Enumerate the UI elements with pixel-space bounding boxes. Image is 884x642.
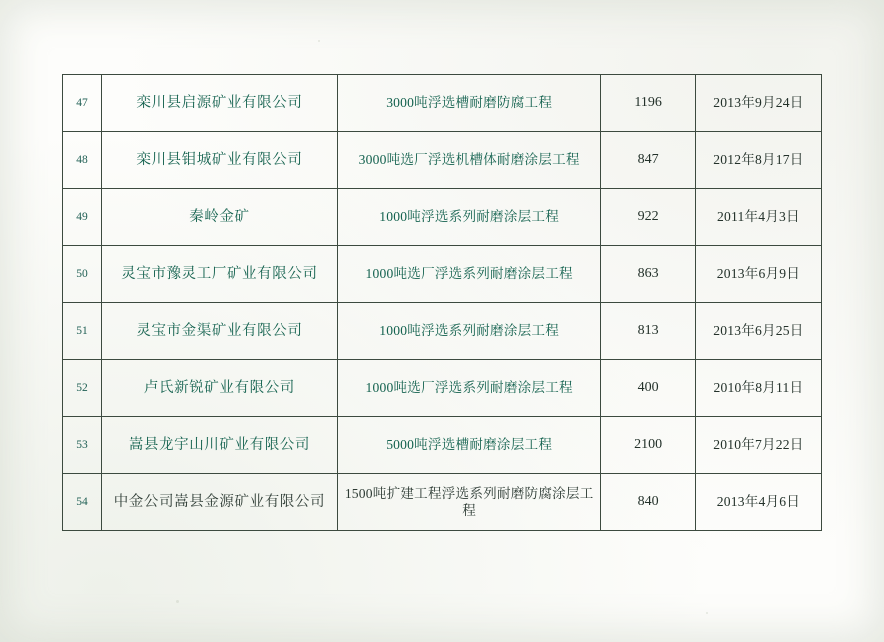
row-amount: 847 (601, 132, 695, 189)
row-index: 50 (63, 246, 102, 303)
row-date: 2013年4月6日 (695, 474, 821, 531)
row-date: 2012年8月17日 (695, 132, 821, 189)
row-company: 栾川县钼城矿业有限公司 (101, 132, 337, 189)
row-date: 2010年7月22日 (695, 417, 821, 474)
row-amount: 813 (601, 303, 695, 360)
row-company: 中金公司嵩县金源矿业有限公司 (101, 474, 337, 531)
table-row (63, 132, 822, 189)
table-row (63, 417, 822, 474)
row-amount: 840 (601, 474, 695, 531)
row-index: 49 (63, 189, 102, 246)
scan-speck (176, 600, 179, 603)
row-index: 54 (63, 474, 102, 531)
table-row (63, 303, 822, 360)
row-project: 1000吨浮选系列耐磨涂层工程 (337, 189, 601, 246)
row-company: 灵宝市豫灵工厂矿业有限公司 (101, 246, 337, 303)
row-date: 2011年4月3日 (695, 189, 821, 246)
row-amount: 1196 (601, 75, 695, 132)
row-date: 2013年9月24日 (695, 75, 821, 132)
row-project: 1000吨选厂浮选系列耐磨涂层工程 (337, 360, 601, 417)
row-amount: 400 (601, 360, 695, 417)
table-row (63, 360, 822, 417)
row-project: 3000吨浮选槽耐磨防腐工程 (337, 75, 601, 132)
row-project: 1500吨扩建工程浮选系列耐磨防腐涂层工程 (337, 474, 601, 531)
row-company: 嵩县龙宇山川矿业有限公司 (101, 417, 337, 474)
row-amount: 922 (601, 189, 695, 246)
row-company: 秦岭金矿 (101, 189, 337, 246)
row-index: 48 (63, 132, 102, 189)
row-project: 5000吨浮选槽耐磨涂层工程 (337, 417, 601, 474)
scan-speck (318, 40, 320, 42)
row-company: 栾川县启源矿业有限公司 (101, 75, 337, 132)
project-list-table (62, 74, 822, 531)
row-date: 2013年6月25日 (695, 303, 821, 360)
table-row (63, 246, 822, 303)
row-date: 2013年6月9日 (695, 246, 821, 303)
row-project: 3000吨选厂浮选机槽体耐磨涂层工程 (337, 132, 601, 189)
row-index: 53 (63, 417, 102, 474)
table-row (63, 189, 822, 246)
row-date: 2010年8月11日 (695, 360, 821, 417)
scan-speck (706, 612, 708, 614)
row-amount: 863 (601, 246, 695, 303)
row-project: 1000吨浮选系列耐磨涂层工程 (337, 303, 601, 360)
row-index: 47 (63, 75, 102, 132)
table-row (63, 75, 822, 132)
row-amount: 2100 (601, 417, 695, 474)
row-company: 灵宝市金渠矿业有限公司 (101, 303, 337, 360)
row-index: 51 (63, 303, 102, 360)
table-row (63, 474, 822, 531)
row-index: 52 (63, 360, 102, 417)
row-project: 1000吨选厂浮选系列耐磨涂层工程 (337, 246, 601, 303)
row-company: 卢氏新锐矿业有限公司 (101, 360, 337, 417)
